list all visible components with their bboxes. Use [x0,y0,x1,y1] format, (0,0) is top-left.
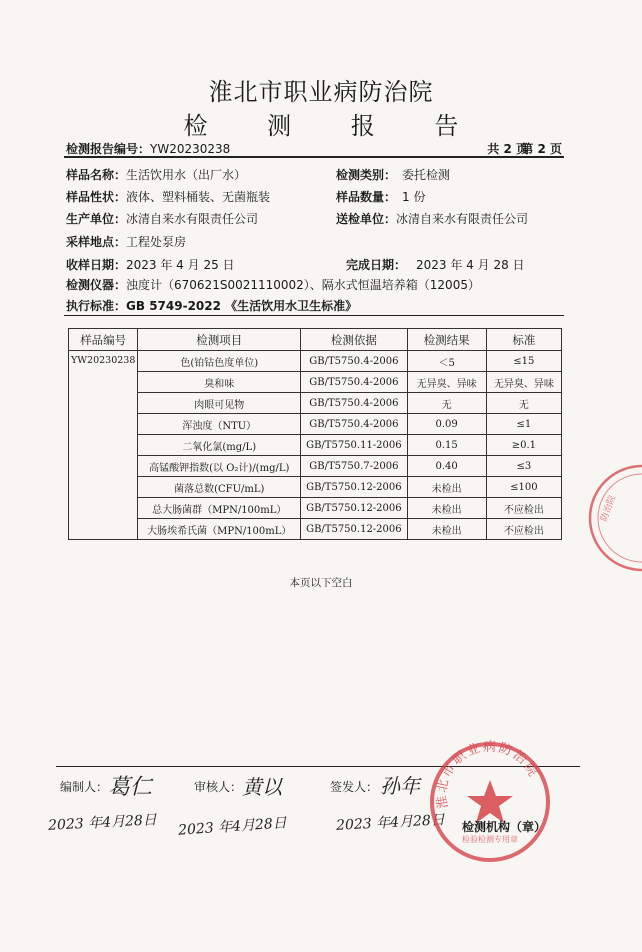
page-current: 第 2 页 [521,142,562,156]
sample-nature-field: 样品性状：液体、塑料桶装、无菌瓶装 [66,190,271,204]
table-cell: GB/T5750.12-2006 [301,477,407,498]
table-cell: GB/T5750.4-2006 [301,372,407,393]
table-cell: GB/T5750.4-2006 [301,393,407,414]
table-cell: 未检出 [407,477,486,498]
table-cell: GB/T5750.12-2006 [301,498,407,519]
producer-field: 生产单位：冰清自来水有限责任公司 [66,212,259,226]
table-cell: GB/T5750.4-2006 [301,414,407,435]
document-title: 检 测 报 告 [183,112,485,140]
table-cell: 不应检出 [486,519,561,540]
table-row [69,435,562,456]
table-cell: 无 [486,393,561,414]
results-table [68,328,562,540]
table-cell: GB/T5750.12-2006 [301,519,407,540]
report-number-label: 检测报告编号： [66,142,151,156]
table-cell: 未检出 [407,498,486,519]
table-cell: GB/T5750.11-2006 [301,435,407,456]
table-row [69,477,562,498]
table-cell: 无 [407,393,486,414]
table-header-row [69,329,562,351]
table-row [69,372,562,393]
header-divider [64,156,564,158]
table-cell: 肉眼可见物 [138,393,301,414]
table-cell: 浑浊度（NTU） [138,414,301,435]
table-cell: 未检出 [407,519,486,540]
table-row [69,351,562,372]
standard-field: 执行标准：GB 5749-2022 《生活饮用水卫生标准》 [66,299,358,313]
issuer-date: 2023 年4月28日 [335,812,446,834]
table-cell: GB/T5750.7-2006 [301,456,407,477]
table-cell: ≤100 [486,477,561,498]
site-field: 采样地点：工程处泵房 [66,235,187,249]
table-cell: ≥0.1 [486,435,561,456]
table-cell: 二氧化氯(mg/L) [138,435,301,456]
submitter-field: 送检单位：冰清自来水有限责任公司 [336,212,529,226]
official-seal-stamp [426,738,554,866]
svg-text:防治院: 防治院 [599,494,619,524]
compiler-label: 编制人： [60,780,109,794]
svg-text:淮北市职业病防治院: 淮北市职业病防治院 [434,739,542,810]
table-cell: 色(铂钴色度单位) [138,351,301,372]
table-cell: 高锰酸钾指数(以 O₂计)/(mg/L) [138,456,301,477]
compiler-signature: 葛仁 [108,775,153,800]
sample-qty-field: 样品数量： 1 份 [336,190,426,204]
blank-below-note: 本页以下空白 [289,577,353,589]
test-type-field: 检测类别： 委托检测 [336,168,451,182]
completed-date-field: 完成日期： 2023 年 4 月 28 日 [346,258,525,272]
table-cell: ≤1 [486,414,561,435]
table-row [69,393,562,414]
table-row [69,498,562,519]
table-cell: GB/T5750.4-2006 [301,351,407,372]
table-cell: 大肠埃希氏菌（MPN/100mL） [138,519,301,540]
col-header-standard: 标准 [486,329,561,351]
table-cell: ≤15 [486,351,561,372]
sample-name-field: 样品名称：生活饮用水（出厂水） [66,168,247,182]
info-divider [64,315,564,316]
compiler-date: 2023 年4月28日 [47,812,158,834]
report-number: YW20230238 [150,142,231,156]
col-header-result: 检测结果 [407,329,486,351]
table-cell: 无异臭、异味 [407,372,486,393]
col-header-item: 检测项目 [138,329,301,351]
issuer-signature: 孙年 [380,774,420,798]
instruments-field: 检测仪器：浊度计（670621S0021110002）、隔水式恒温培养箱（12005） [66,278,480,292]
table-row [69,456,562,477]
sample-id-cell: YW20230238 [69,351,138,540]
report-number-row [66,140,562,157]
svg-text:检验检测专用章: 检验检测专用章 [462,835,518,844]
table-cell: 0.15 [407,435,486,456]
table-cell: 0.09 [407,414,486,435]
received-date-field: 收样日期：2023 年 4 月 25 日 [66,258,235,272]
reviewer-signature: 黄以 [242,775,282,799]
agency-seal-label: 检测机构（章） [462,820,547,834]
table-cell: 菌落总数(CFU/mL) [138,477,301,498]
col-header-method: 检测依据 [301,329,407,351]
table-cell: 总大肠菌群（MPN/100mL） [138,498,301,519]
edge-seal-stamp [586,458,642,578]
table-cell: 0.40 [407,456,486,477]
page-total: 共 2 页 [487,142,528,156]
table-row [69,519,562,540]
col-header-sample-id: 样品编号 [69,329,138,351]
reviewer-label: 审核人： [194,780,243,794]
table-cell: ≤3 [486,456,561,477]
table-cell: 臭和味 [138,372,301,393]
table-cell: ＜5 [407,351,486,372]
issuer-label: 签发人： [330,780,379,794]
reviewer-date: 2023 年4月28日 [177,815,288,839]
table-cell: 不应检出 [486,498,561,519]
institution-title: 淮北市职业病防治院 [208,78,434,106]
table-cell: 无异臭、异味 [486,372,561,393]
table-row [69,414,562,435]
